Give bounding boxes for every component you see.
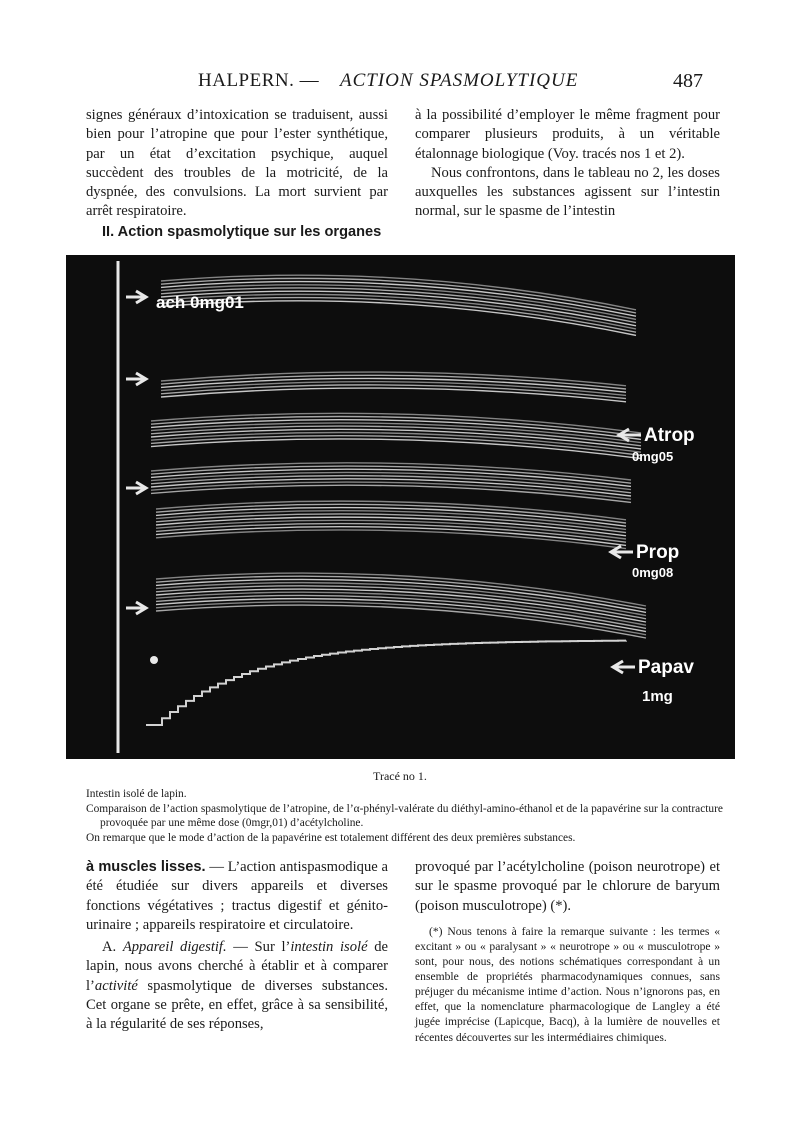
paragraph [86, 858, 388, 935]
label-papav: Papav [638, 657, 694, 678]
caption-line: Comparaison de l’action spasmolytique de l’atropine, de l’α-phényl-valérate du diéthyl-amino-éthanol et de la papavérine sur la contracture provoquée par une même dose (0mgr,01) d’acétylcholine. [86, 802, 723, 829]
bottom-left-column [86, 858, 388, 1035]
text-run: A. [102, 939, 123, 956]
caption-line: Intestin isolé de lapin. [86, 788, 187, 800]
label-ach: ach 0mg01 [156, 293, 244, 312]
top-left-column [86, 106, 388, 242]
running-head-author: HALPERN. — [198, 70, 320, 91]
paragraph [86, 938, 388, 1034]
running-head-title: ACTION SPASMOLYTIQUE [340, 70, 579, 91]
paragraph-text: — L’action antispasmodique a été étudiée sur divers appareils et diverses fonctions végétatives ; tractus digestif et génito-urinaire ; appareils respiratoire et circulatoire. [86, 859, 388, 933]
top-right-column [415, 106, 720, 222]
label-atrop: Atrop [644, 425, 695, 446]
label-prop: Prop [636, 542, 680, 563]
subsection-title: Appareil digestif. [122, 939, 227, 956]
paragraph: provoqué par l’acétylcholine (poison neurotrope) et sur le spasme provoqué par le chlorure de baryum (poison musculotrope) (*). [415, 859, 720, 914]
label-atrop-dose: 0mg05 [632, 449, 674, 464]
figure-number: Tracé no 1. [373, 769, 427, 783]
figure-background [66, 255, 735, 759]
paragraph: à la possibilité d’employer le même fragment pour comparer plusieurs produits, à un véritable étalonnage biologique (Voy. tracés nos 1 et 2). [415, 107, 720, 162]
label-papav-dose: 1mg [642, 688, 673, 705]
section-heading-text: II. Action spasmolytique sur les organes [102, 223, 382, 240]
text-run: spasmolytique de diverses substances. Cet organe se prête, en effet, grâce à sa sensibilité, à la régularité de ses réponses, [86, 977, 388, 1033]
kymograph-figure [66, 255, 735, 759]
caption-line: On remarque que le mode d’action de la papavérine est totalement différent des deux premières substances. [86, 831, 576, 844]
footnote-text: (*) Nous tenons à faire la remarque suivante : les termes « excitant » ou « paralysant » « neurotrope » ou « musculotrope » sont, pour nous, des notions schématiques correspondant à un ensemble de propriétés pharmacodynamiques connues, sans préjuger du mécanisme intime d’action. Nous n’ignorons pas, en effet, que la nomenclature pharmacologique de Langley a été jugée imprécise (Lapicque, Bacq), à la lumière de nouvelles et récentes découvertes sur les intermédiaires chimiques. [415, 924, 720, 1044]
page-number: 487 [673, 70, 703, 92]
continued-heading: à muscles lisses. [86, 859, 206, 875]
start-dot [150, 656, 158, 664]
section-heading [86, 223, 388, 242]
paragraph: Nous confrontons, dans le tableau no 2, les doses auxquelles les substances agissent sur l’intestin normal, sur le spasme de l’intestin [415, 164, 720, 220]
paragraph: signes généraux d’intoxication se traduisent, aussi bien pour l’atropine que pour l’ester synthétique, par un état d’excitation psychique, auquel succèdent des troubles de la motricité, de la dyspnée, des convulsions. La mort survient par arrêt respiratoire. [86, 107, 388, 220]
label-prop-dose: 0mg08 [632, 565, 674, 580]
figure-caption [86, 787, 726, 845]
footnote [415, 924, 720, 1045]
bottom-right-column [415, 858, 720, 1045]
emphasis: intestin isolé [290, 939, 368, 956]
text-run: de lapin, nous avons cherché à établir et à comparer l’ [86, 939, 388, 994]
text-run: — Sur l’ [226, 939, 291, 956]
emphasis: activité [94, 977, 138, 994]
